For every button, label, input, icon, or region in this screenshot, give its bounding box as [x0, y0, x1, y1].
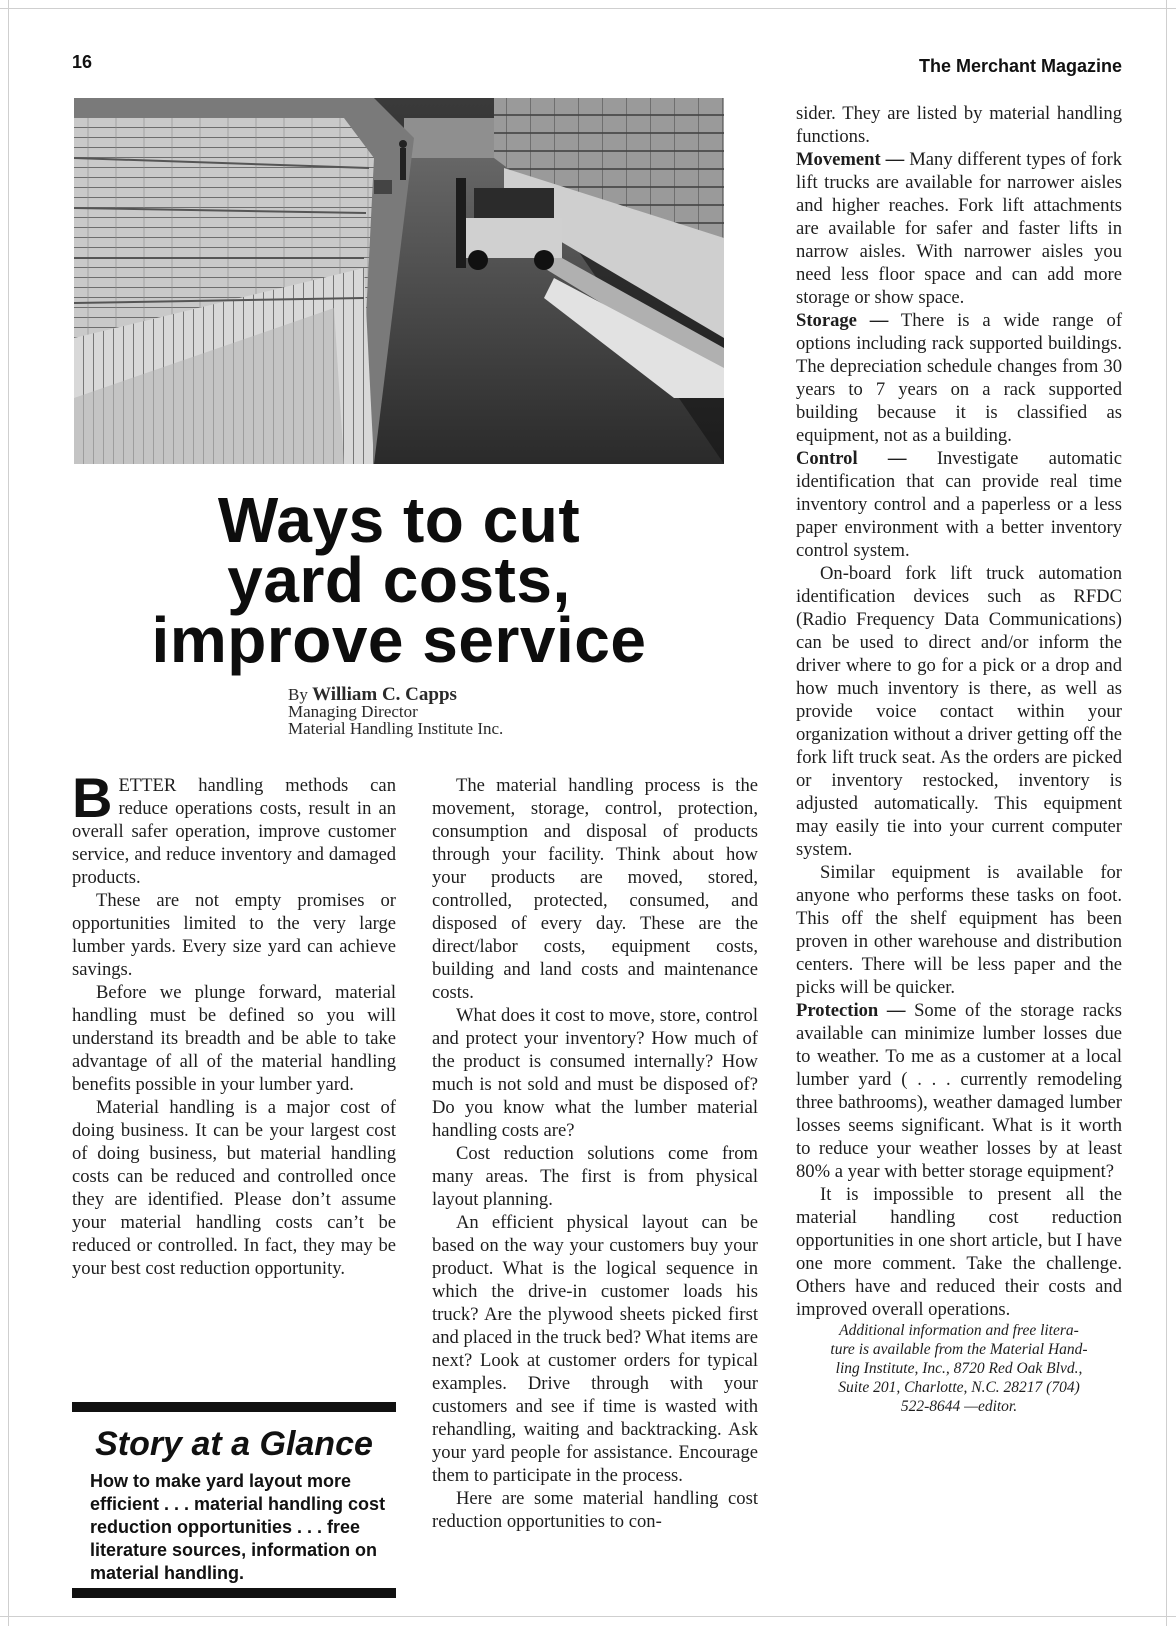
- paragraph: Before we plunge forward, material handling must be defined so you will understand its breadth and be able to take advantage of all of the material handling benefits possible in your lumber yard.: [72, 982, 396, 1095]
- paragraph: These are not empty promises or opportunities limited to the very large lumber yards. Every size yard can achieve savings.: [72, 890, 396, 980]
- article-column-1: [72, 766, 396, 1280]
- paragraph-protection: [796, 999, 1122, 1183]
- subhead-control: Control —: [796, 448, 907, 469]
- editor-note-line: Additional information and free litera-: [839, 1322, 1079, 1339]
- paragraph: The material handling process is the movement, storage, control, protection, consumption and disposal of products through your facility. Think about how your products are moved, stored, controlled, protected, consumed, and disposed of every day. These are the direct/labor costs, equipment costs, building and land costs and maintenance costs.: [432, 775, 758, 1003]
- headline-line-1: Ways to cut: [217, 484, 581, 556]
- glance-title: Story at a Glance: [95, 1425, 373, 1463]
- byline-organization: Material Handling Institute Inc.: [288, 719, 504, 738]
- paragraph: Here are some material handling cost reduction opportunities to con-: [432, 1488, 758, 1532]
- byline-author: William C. Capps: [312, 684, 457, 705]
- drop-cap: B: [72, 766, 113, 829]
- paragraph-text: Investigate automatic identification that can provide real time inventory control and a paperless or a less paper environment with a better inventory control system.: [796, 448, 1122, 561]
- editor-note-line: ture is available from the Material Hand-: [830, 1341, 1088, 1358]
- subhead-protection: Protection —: [796, 1000, 906, 1021]
- paragraph: An efficient physical layout can be based on the way your customers buy your product. What is the logical sequence in which the drive-in customer loads his truck? Are the plywood sheets picked first and placed in the truck bed? What items are next? Look at customer orders for typical examples. Drive through with your customers and see if time is wasted with rehandling, waiting and backtracking. Ask your yard people for assistance. Encourage them to participate in the process.: [432, 1212, 758, 1486]
- glance-top-rule: [72, 1402, 396, 1412]
- article-column-3: [796, 102, 1122, 1416]
- paragraph: Material handling is a major cost of doing business. It can be your largest cost of doing business, but material handling costs can be reduced and controlled once they are identified. Please don’t assume your material handling costs can’t be reduced or controlled. In fact, they may be your best cost reduction opportunity.: [72, 1097, 396, 1279]
- editor-note-line: Suite 201, Charlotte, N.C. 28217 (704): [838, 1379, 1080, 1396]
- paragraph: It is impossible to present all the material handling cost reduction opportunities in one short article, but I have one more comment. Take the challenge. Others have and reduced their costs and improved overall operations.: [796, 1184, 1122, 1320]
- byline: [288, 686, 688, 737]
- story-at-a-glance-box: [72, 1402, 396, 1598]
- article-headline: [74, 484, 724, 676]
- paragraph-movement: [796, 148, 1122, 309]
- paragraph: On-board fork lift truck automation identification devices such as RFDC (Radio Frequency Data Communications) can be used to direct and/or inform the driver where to go for a pick or a drop and how much inventory is there, as well as provide voice contact within your organization without a driver getting off the fork lift truck seat. As the orders are picked or inventory restocked, inventory is adjusted automatically. This equipment may easily tie into your current computer system.: [796, 563, 1122, 860]
- paragraph-text: There is a wide range of options including rack supported buildings. The depreciation schedule changes from 30 years to 7 years on a rack supported building because it is classified as equipment, not as a building.: [796, 310, 1123, 446]
- paragraph: Similar equipment is available for anyone who performs these tasks on foot. This off the shelf equipment has been proven in other warehouse and distribution centers. There will be less paper and the picks will be quicker.: [796, 862, 1122, 998]
- paragraph-control: [796, 447, 1122, 562]
- subhead-storage: Storage —: [796, 310, 889, 331]
- paragraph: sider. They are listed by material handling functions.: [796, 103, 1122, 147]
- paragraph: [72, 766, 396, 889]
- paragraph-text: Many different types of fork lift trucks are available for narrower aisles and higher reaches. Fork lift attachments are available for safer and faster lifts in narrow aisles. With narrower aisles you need less floor space and can add more storage or show space.: [796, 149, 1122, 308]
- paragraph-text: ETTER handling methods can reduce operations costs, result in an overall safer operation, improve customer service, and reduce inventory and damaged products.: [72, 775, 396, 888]
- page-edge-top: [0, 8, 1176, 9]
- glance-text: How to make yard layout more efficient . . . material handling cost reduction opportunities . . . free literature sources, information on material handling.: [90, 1471, 386, 1583]
- photo-graphic: [74, 98, 724, 464]
- page-number: 16: [72, 52, 93, 72]
- headline-line-2: yard costs,: [227, 544, 571, 616]
- paragraph: What does it cost to move, store, control and protect your inventory? How much of the product is consumed internally? How much is not sold and must be disposed of? Do you know what the lumber material handling costs are?: [432, 1005, 758, 1141]
- glance-bottom-rule: [72, 1588, 396, 1598]
- byline-title: Managing Director: [288, 702, 418, 721]
- paragraph-text: Some of the storage racks available can minimize lumber losses due to weather. To me as a customer at a local lumber yard ( . . . currently remodeling three bathrooms), weather damaged lumber losses seems significant. What is it worth to reduce your weather losses by at least 80% a year with better storage equipment?: [796, 1000, 1122, 1182]
- article-column-2: [432, 774, 758, 1533]
- lumber-yard-photo: [74, 98, 724, 464]
- paragraph-storage: [796, 309, 1122, 447]
- page-edge-right: [1166, 0, 1167, 1626]
- editor-note-line: 522-8644 —editor.: [900, 1398, 1018, 1415]
- page-edge-left: [8, 0, 9, 1626]
- page-edge-bottom: [0, 1616, 1176, 1617]
- editor-note-line: ling Institute, Inc., 8720 Red Oak Blvd.,: [835, 1360, 1083, 1377]
- paragraph: Cost reduction solutions come from many areas. The first is from physical layout planning.: [432, 1143, 758, 1210]
- headline-line-3: improve service: [151, 604, 647, 676]
- magazine-name: The Merchant Magazine: [918, 56, 1122, 76]
- byline-by: By: [288, 685, 308, 704]
- subhead-movement: Movement —: [796, 149, 905, 170]
- editor-note: [796, 1321, 1122, 1416]
